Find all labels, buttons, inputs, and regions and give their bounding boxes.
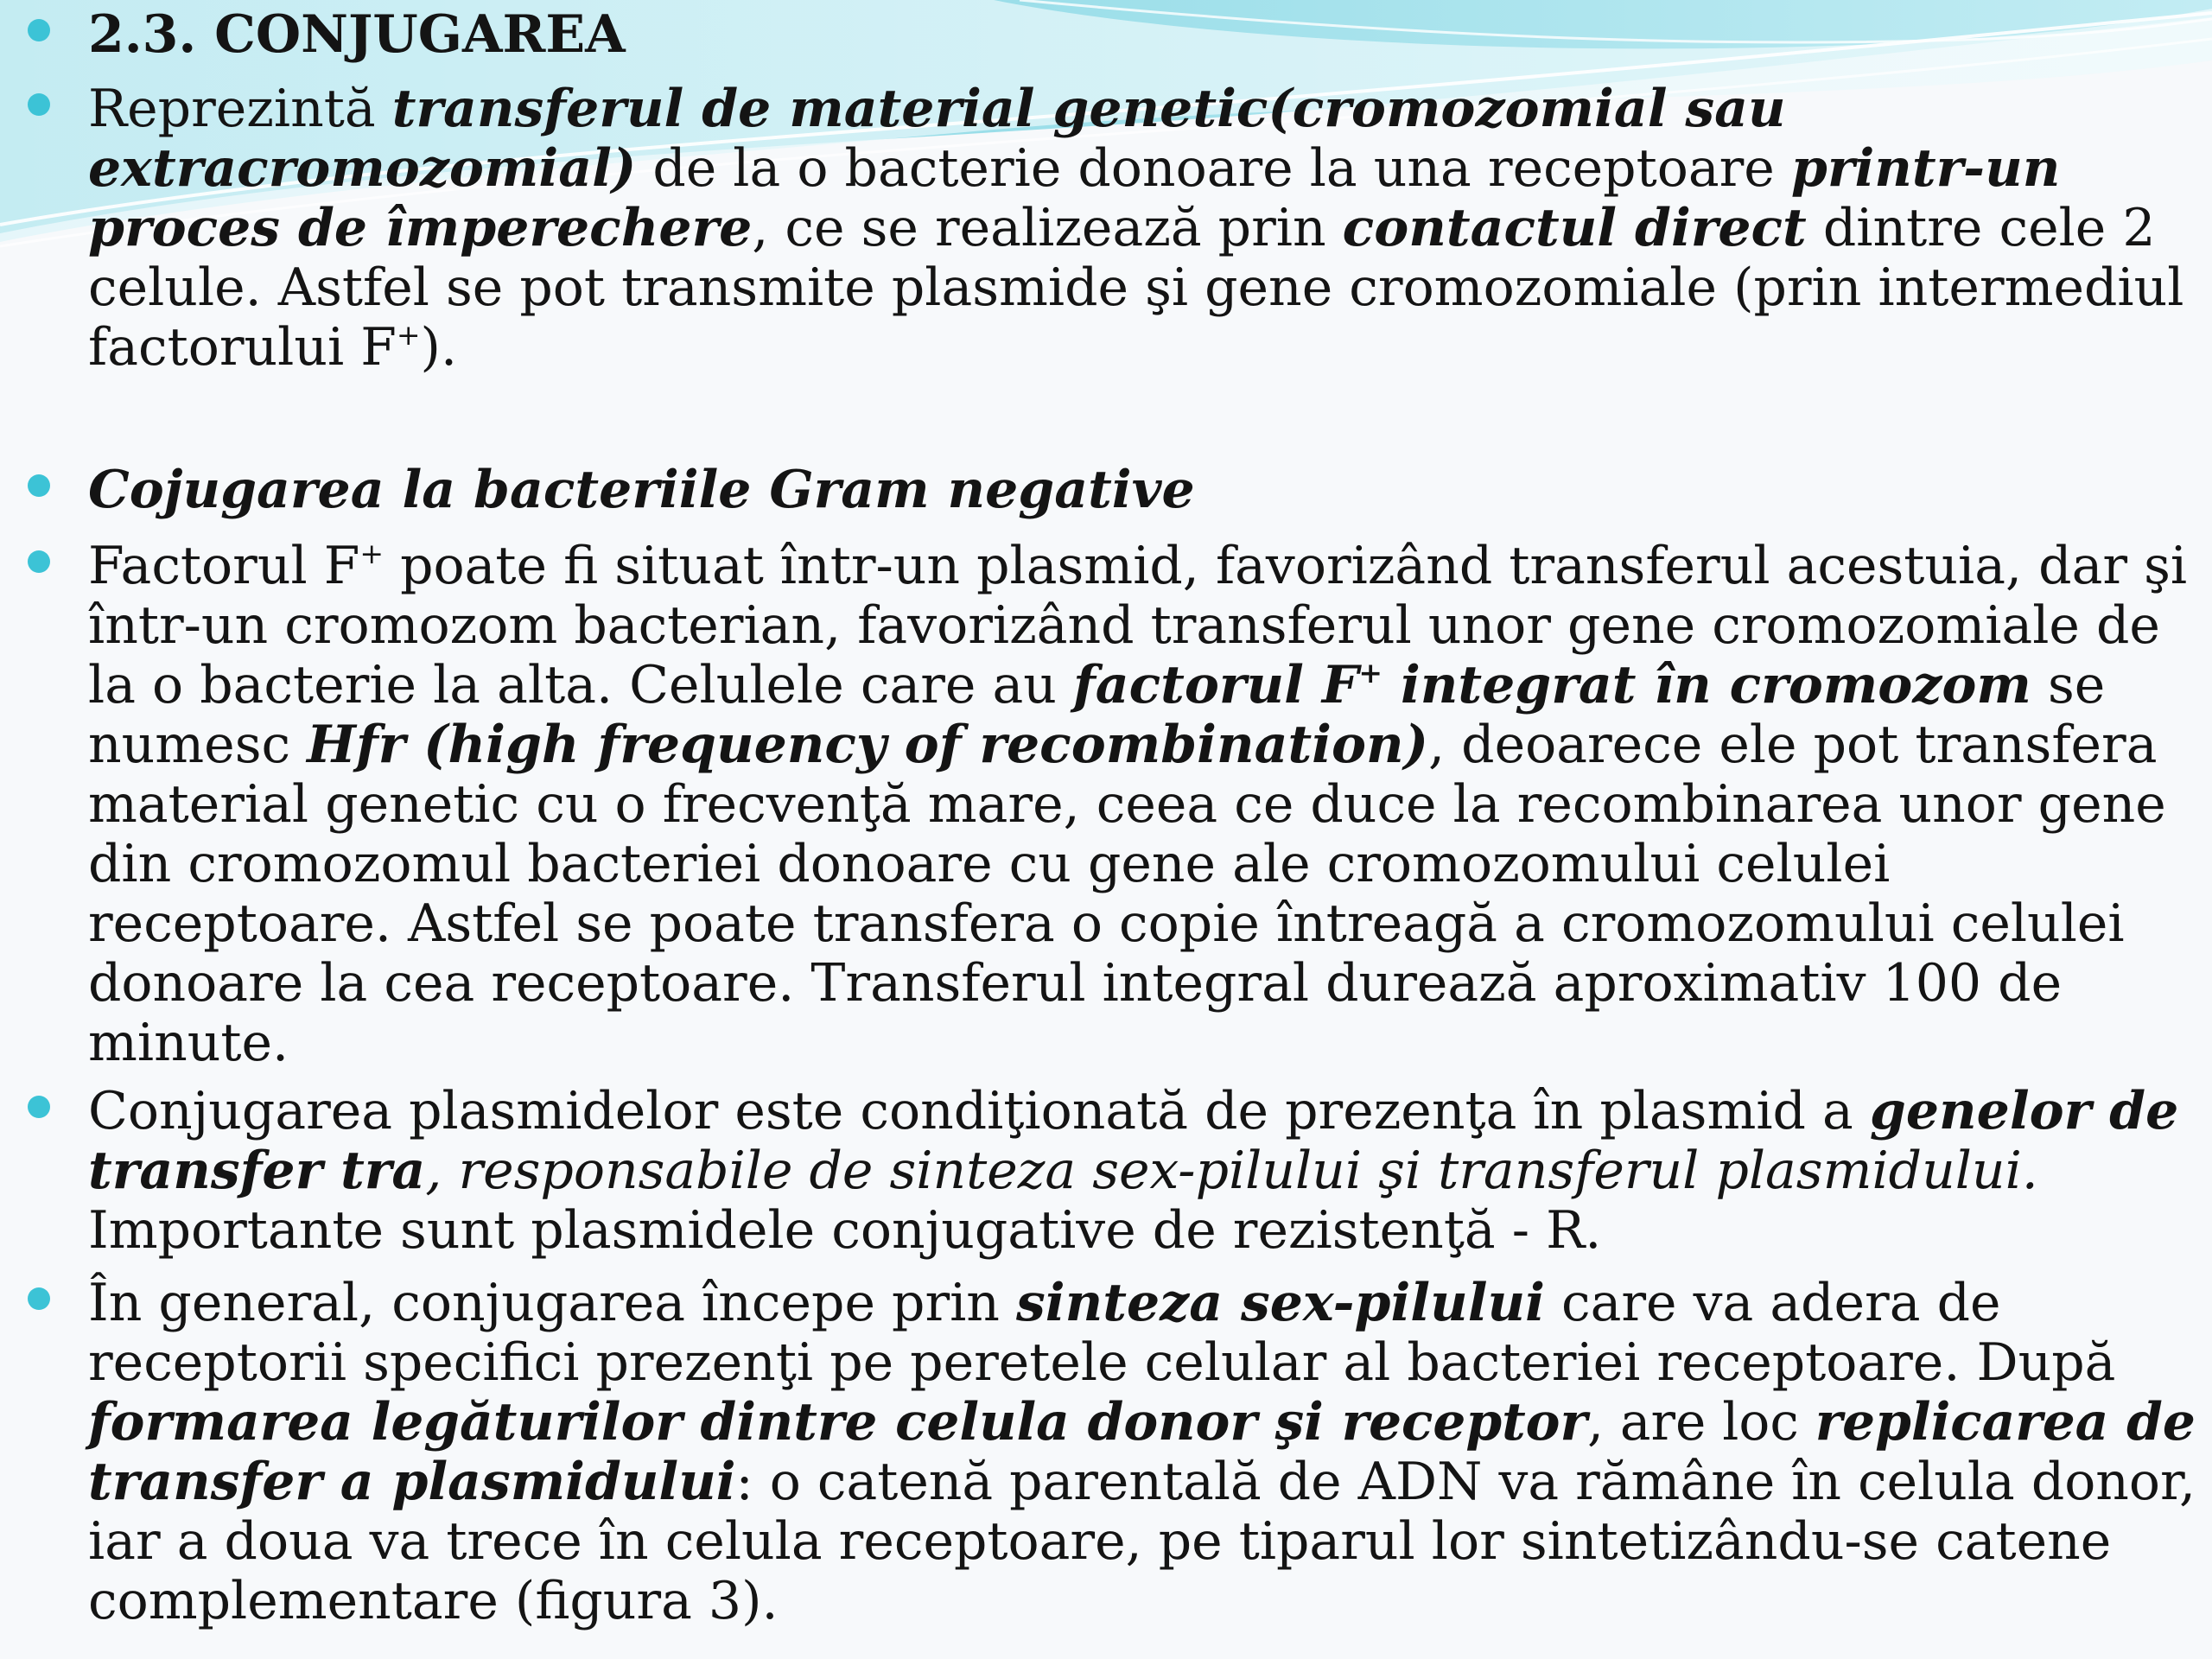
- text-run: Conjugarea plasmidelor este condiţionată de prezenţa în plasmid a: [88, 1081, 1870, 1141]
- text-line: [88, 199, 2196, 258]
- emphasis-text: sinteza sex-pilului: [1016, 1273, 1545, 1333]
- bullet-icon: [28, 550, 50, 573]
- text-line: [88, 139, 2196, 199]
- text-run: care va adera de: [1544, 1273, 2001, 1333]
- text-line: [88, 1393, 2196, 1452]
- subheading: Cojugarea la bacteriile Gram negative: [88, 460, 1195, 520]
- list-item-definition: [88, 79, 2196, 378]
- superscript: +: [1358, 655, 1383, 690]
- text-run: În general, conjugarea începe prin: [88, 1273, 1017, 1333]
- text-line: receptorii specifici prezenţi pe peretele celular al bacteriei receptoare. După: [88, 1332, 2116, 1393]
- emphasis-text: transfer tra: [88, 1141, 426, 1201]
- list-item-heading: [88, 5, 2196, 65]
- text-run: , ce se realizează prin: [752, 198, 1343, 258]
- text-run: de la o bacterie donoare la una receptoare: [636, 138, 1791, 199]
- text-line: donoare la cea receptoare. Transferul integral durează aproximativ 100 de: [88, 953, 2063, 1014]
- emphasis-text: formarea legăturilor dintre celula donor şi receptor: [88, 1392, 1587, 1452]
- emphasis-text: genelor de: [1869, 1081, 2179, 1141]
- text-line: [88, 318, 2196, 378]
- text-line: [88, 1141, 2196, 1201]
- bullet-icon: [28, 19, 50, 41]
- text-run: factorului F: [88, 317, 397, 378]
- emphasis-text: replicarea de: [1815, 1392, 2196, 1452]
- text-line: într-un cromozom bacterian, favorizând transferul unor gene cromozomiale de: [88, 595, 2160, 656]
- text-line: [88, 79, 2196, 139]
- text-run: poate fi situat într-un plasmid, favorizând transferul acestuia, dar şi: [384, 536, 2188, 596]
- emphasis-text: proces de împerechere: [88, 198, 753, 258]
- text-run: numesc: [88, 715, 308, 775]
- text-line: receptoare. Astfel se poate transfera o copie întreagă a cromozomului celulei: [88, 893, 2125, 954]
- text-run: , are loc: [1586, 1393, 1815, 1452]
- text-run: integrat în cromozom: [1382, 655, 2031, 715]
- text-run: dintre cele 2: [1806, 198, 2156, 258]
- text-line: [88, 656, 2196, 715]
- emphasis-text: extracromozomial): [88, 138, 637, 199]
- italic-text: , responsabile de sinteza sex-pilului şi transferul plasmidului.: [425, 1141, 2038, 1201]
- text-line: [88, 1082, 2196, 1141]
- text-run: Factorul F: [88, 536, 360, 596]
- text-line: [88, 1274, 2196, 1333]
- emphasis-text: printr-un: [1790, 138, 2061, 199]
- emphasis-text: contactul direct: [1342, 198, 1807, 258]
- text-run: la o bacterie la alta. Celulele care au: [88, 655, 1073, 715]
- text-line: Importante sunt plasmidele conjugative de rezistenţă - R.: [88, 1200, 1602, 1261]
- bullet-icon: [28, 1287, 50, 1310]
- text-run: ).: [420, 317, 458, 378]
- emphasis-text: [1073, 655, 2031, 715]
- section-heading: 2.3. CONJUGAREA: [88, 4, 626, 65]
- text-run: , deoarece ele pot transfera: [1428, 715, 2158, 775]
- text-line: [88, 537, 2196, 596]
- list-item-mechanism: [88, 1274, 2196, 1631]
- emphasis-text: transferul de material genetic(cromozomial sau: [391, 79, 1786, 139]
- list-item-subheading: [88, 461, 2196, 520]
- text-line: [88, 715, 2196, 775]
- emphasis-text: Hfr (high frequency of recombination): [307, 715, 1429, 775]
- text-line: material genetic cu o frecvenţă mare, ceea ce duce la recombinarea unor gene: [88, 774, 2166, 835]
- text-run: : o catenă parentală de ADN va rămâne în celula donor,: [735, 1452, 2196, 1512]
- text-line: celule. Astfel se pot transmite plasmide şi gene cromozomiale (prin intermediul: [88, 257, 2184, 318]
- bullet-icon: [28, 1096, 50, 1118]
- text-line: [88, 1452, 2196, 1512]
- text-run: factorul F: [1072, 655, 1359, 715]
- list-item-plasmid-conjugation: [88, 1082, 2196, 1261]
- bullet-icon: [28, 474, 50, 497]
- superscript: +: [359, 536, 385, 570]
- list-item-factor-f: [88, 537, 2196, 1073]
- text-line: iar a doua va trece în celula receptoare, pe tiparul lor sintetizându-se catene: [88, 1511, 2112, 1572]
- text-line: din cromozomul bacteriei donoare cu gene ale cromozomului celulei: [88, 834, 1891, 894]
- text-line: complementare (figura 3).: [88, 1571, 779, 1631]
- superscript: +: [396, 317, 421, 352]
- text-run: Reprezintă: [88, 79, 392, 139]
- emphasis-text: transfer a plasmidului: [88, 1452, 736, 1512]
- text-line: minute.: [88, 1013, 289, 1073]
- bullet-icon: [28, 93, 50, 116]
- text-run: se: [2031, 655, 2106, 715]
